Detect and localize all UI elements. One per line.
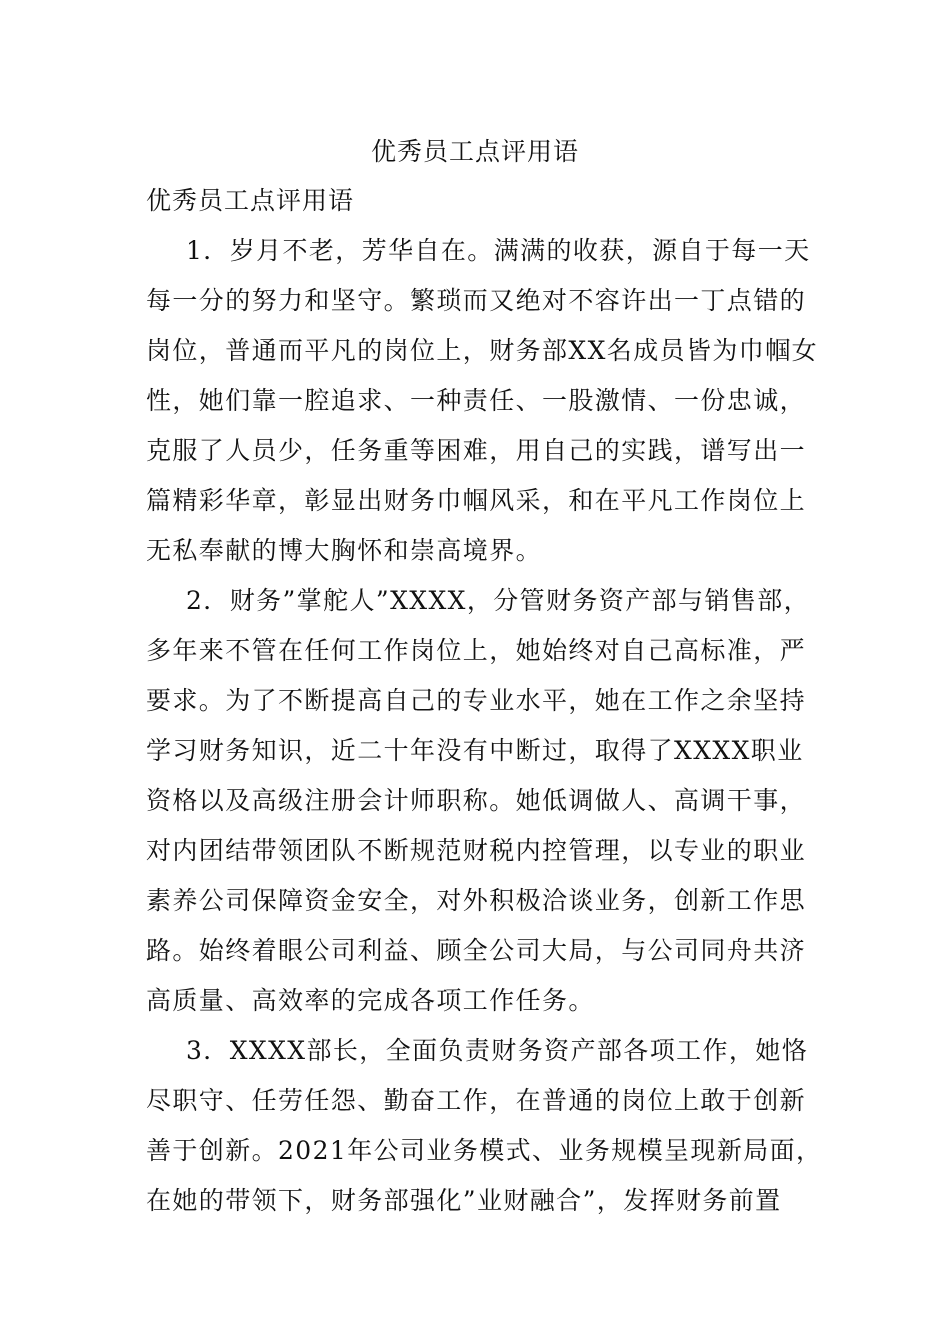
paragraph-3-line-2: 尽职守、任劳任怨、勤奋工作，在普通的岗位上敢于创新 <box>146 1086 807 1115</box>
paragraph-1-line-2: 每一分的努力和坚守。繁琐而又绝对不容许出一丁点错的 <box>146 286 807 315</box>
paragraph-2-line-6: 对内团结带领团队不断规范财税内控管理，以专业的职业 <box>146 836 807 865</box>
paragraph-2-line-1: 2．财务”掌舵人”XXXX，分管财务资产部与销售部， <box>186 586 811 615</box>
paragraph-2-line-3: 要求。为了不断提高自己的专业水平，她在工作之余坚持 <box>146 686 807 715</box>
paragraph-2-line-5: 资格以及高级注册会计师职称。她低调做人、高调干事， <box>146 786 807 815</box>
paragraph-2-line-4: 学习财务知识，近二十年没有中断过，取得了XXXX职业 <box>146 736 804 765</box>
paragraph-1-line-1: 1．岁月不老，芳华自在。满满的收获，源自于每一天 <box>186 236 811 265</box>
paragraph-1-line-5: 克服了人员少，任务重等困难，用自己的实践，谱写出一 <box>146 436 807 465</box>
paragraph-1-line-6: 篇精彩华章，彰显出财务巾帼风采，和在平凡工作岗位上 <box>146 486 807 515</box>
document-subtitle: 优秀员工点评用语 <box>146 186 355 215</box>
paragraph-1-line-3: 岗位，普通而平凡的岗位上，财务部XX名成员皆为巾帼女 <box>146 336 818 365</box>
paragraph-2-line-7: 素养公司保障资金安全，对外积极洽谈业务，创新工作思 <box>146 886 807 915</box>
paragraph-2-line-9: 高质量、高效率的完成各项工作任务。 <box>146 986 595 1015</box>
paragraph-2-line-2: 多年来不管在任何工作岗位上，她始终对自己高标准，严 <box>146 636 807 665</box>
paragraph-3-line-1: 3．XXXX部长，全面负责财务资产部各项工作，她恪 <box>186 1036 809 1065</box>
paragraph-3-line-3: 善于创新。2021年公司业务模式、业务规模呈现新局面， <box>146 1136 823 1165</box>
paragraph-3-line-4: 在她的带领下，财务部强化”业财融合”，发挥财务前置 <box>146 1186 782 1215</box>
document-title: 优秀员工点评用语 <box>370 137 579 166</box>
paragraph-2-line-8: 路。始终着眼公司利益、顾全公司大局，与公司同舟共济 <box>146 936 807 965</box>
paragraph-1-line-7: 无私奉献的博大胸怀和崇高境界。 <box>146 536 543 565</box>
paragraph-1-line-4: 性，她们靠一腔追求、一种责任、一股激情、一份忠诚， <box>146 386 807 415</box>
